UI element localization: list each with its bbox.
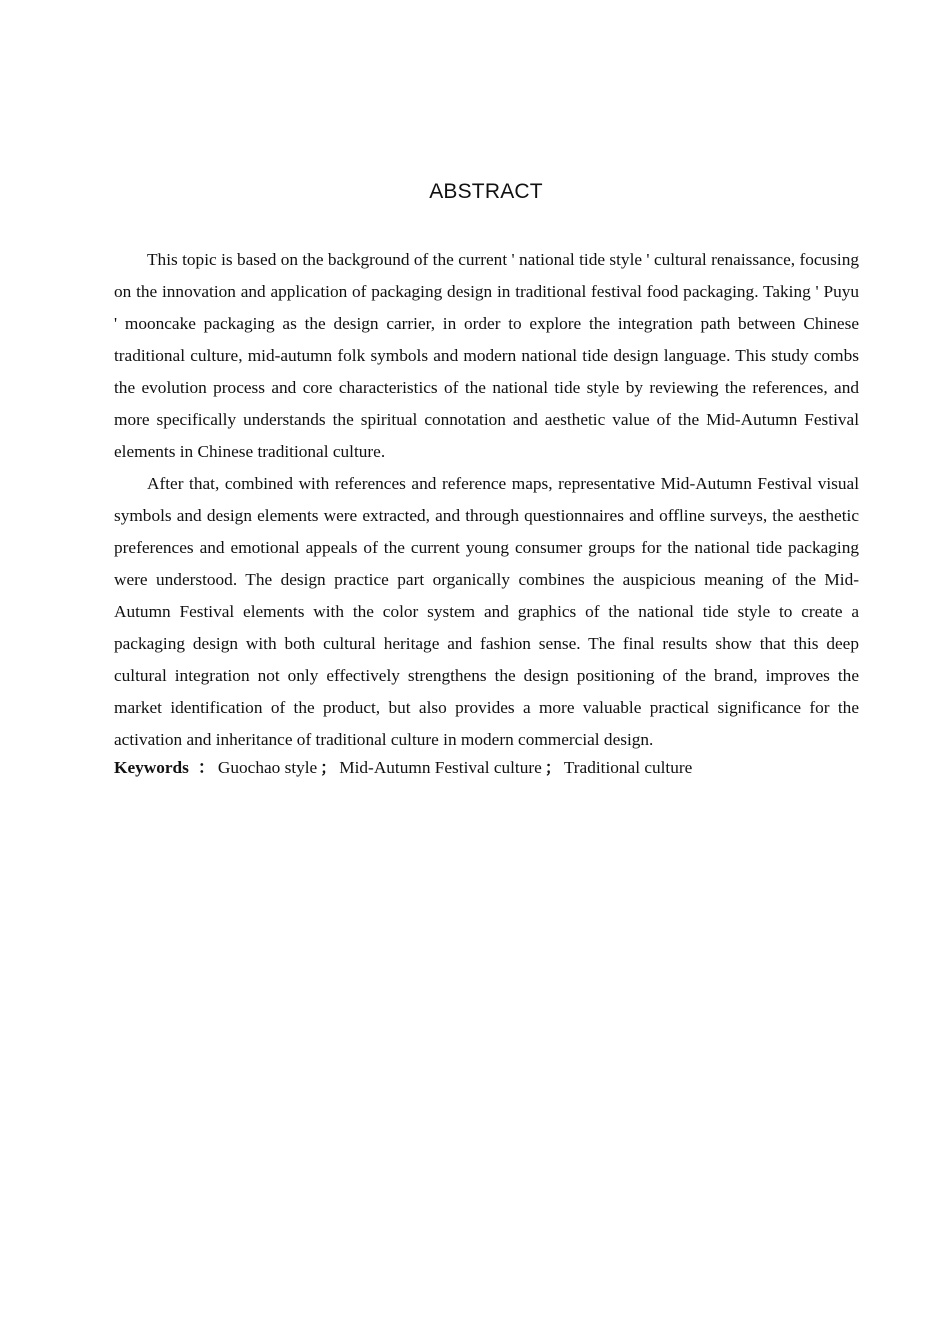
abstract-body: [114, 244, 859, 782]
keyword-item-2: Mid-Autumn Festival culture: [339, 758, 542, 777]
keyword-separator-1: ；: [320, 758, 337, 777]
keyword-separator-2: ；: [544, 758, 561, 777]
abstract-paragraph-1: This topic is based on the background of the current ' national tide style ' cultural renaissance, focusing on the innovation and application of packaging design in traditional festival food packaging. Taking ' Puyu ' mooncake packaging as the design carrier, in order to explore the integration path between Chinese traditional culture, mid-autumn folk symbols and modern national tide design language. This study combs the evolution process and core characteristics of the national tide style by reviewing the references, and more specifically understands the spiritual connotation and aesthetic value of the Mid-Autumn Festival elements in Chinese traditional culture.: [114, 250, 859, 461]
keywords-colon: ：: [197, 758, 215, 778]
abstract-title: ABSTRACT: [429, 180, 543, 203]
keyword-item-3: Traditional culture: [563, 758, 693, 777]
abstract-paragraph-2: After that, combined with references and reference maps, representative Mid-Autumn Festival visual symbols and design elements were extracted, and through questionnaires and offline surveys, the aesthetic preferences and emotional appeals of the current young consumer groups for the national tide packaging were understood. The design practice part organically combines the auspicious meaning of the Mid-Autumn Festival elements with the color system and graphics of the national tide style to create a packaging design with both cultural heritage and fashion sense. The final results show that this deep cultural integration not only effectively strengthens the design positioning of the brand, improves the market identification of the product, but also provides a more valuable practical significance for the activation and inheritance of traditional culture in modern commercial design.: [114, 474, 859, 749]
keywords-line: [114, 754, 859, 782]
keywords-label: Keywords: [114, 758, 189, 777]
keyword-item-1: Guochao style: [217, 758, 318, 777]
